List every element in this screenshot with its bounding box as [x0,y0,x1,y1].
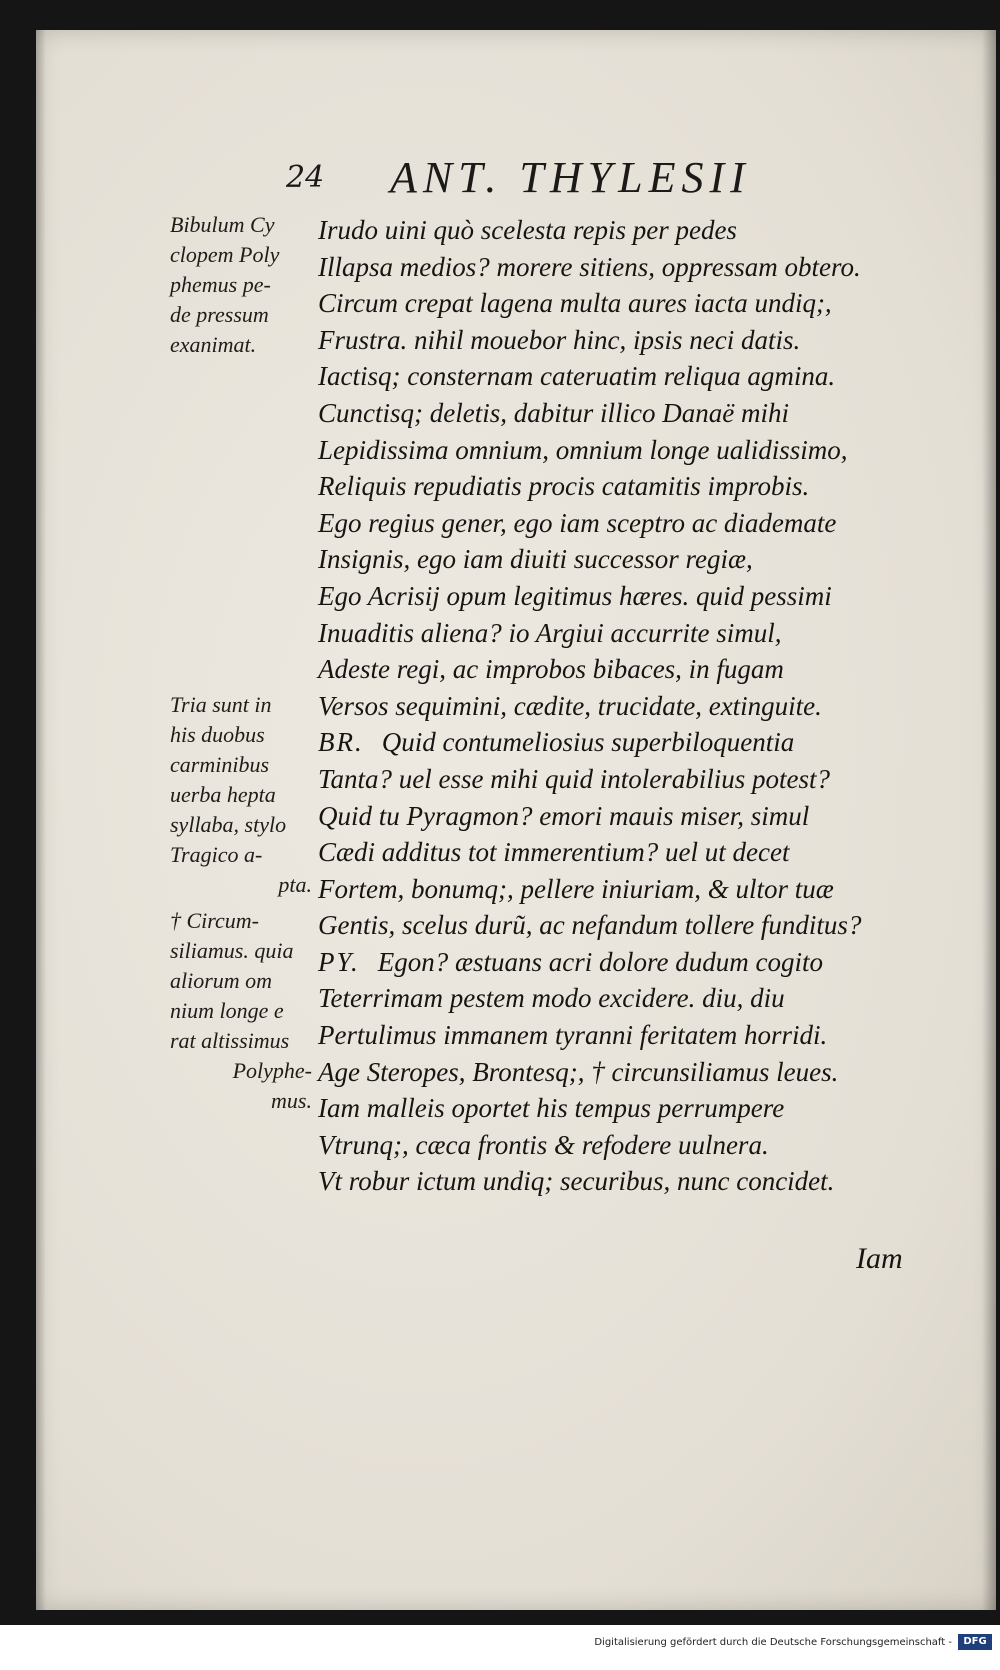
note-line: Tria sunt in [170,692,272,717]
note-line: exanimat. [170,332,257,357]
verse-text [318,212,938,1200]
note-line: nium longe e [170,998,284,1023]
verse-line: Ego Acrisij opum legitimus hæres. quid pessimi [318,580,832,611]
verse-line: Irudo uini quò scelesta repis per pedes [318,215,737,245]
speaker-label: PY. [318,946,360,977]
verse-line: Teterrimam pestem modo excidere. diu, diu [318,983,785,1014]
note-line: Polyphe- [232,1058,312,1083]
verse-line: Vt robur ictum undiq; securibus, nunc concidet. [318,1166,835,1197]
margin-note-3 [170,906,312,1116]
note-line: uerba hepta [170,782,276,807]
note-line: aliorum om [170,968,273,993]
verse-line: Lepidissima omnium, omnium longe ualidissimo, [318,434,848,465]
note-line: mus. [271,1088,312,1113]
verse-line: Ego regius gener, ego iam sceptro ac diademate [318,507,837,538]
verse-line: Iam malleis oportet his tempus perrumpere [318,1093,785,1124]
verse-line: Circum crepat lagena multa aures iacta undiq;, [318,288,832,319]
verse-line: Cunctisq; deletis, dabitur illico Danaë mihi [318,397,789,428]
verse-line: Gentis, scelus durũ, ac nefandum tollere funditus? [318,910,862,941]
note-line: pta. [278,872,312,897]
verse-line: Versos sequimini, cædite, trucidate, extinguite. [318,690,822,721]
verse-line: Inuaditis aliena? io Argiui accurrite simul, [318,617,782,648]
note-line: rat altissimus [170,1028,290,1053]
note-line: his duobus [170,722,265,747]
note-line: carminibus [170,752,269,777]
verse-line: PY. Egon? æstuans acri dolore dudum cogito [318,946,824,977]
speaker-label: BR. [318,727,364,758]
verse-line: Fortem, bonumq;, pellere iniuriam, & ultor tuæ [318,873,834,904]
verse-line: Age Steropes, Brontesq;, † circunsiliamus leues. [318,1056,839,1087]
verse-line: Cædi additus tot immerentium? uel ut decet [318,837,790,868]
note-line: de pressum [170,302,269,327]
note-line: phemus pe- [170,272,271,297]
note-line: syllaba, stylo [170,812,287,837]
verse-line: BR. Quid contumeliosius superbiloquentia [318,727,795,758]
verse-line: Frustra. nihil mouebor hinc, ipsis neci datis. [318,324,801,355]
margin-notes [170,210,312,1122]
verse-line: Tanta? uel esse mihi quid intolerabilius potest? [318,763,831,794]
verse-line: Iactisq; consternam cateruatim reliqua agmina. [318,361,836,392]
verse-line: Pertulimus immanem tyranni feritatem horridi. [318,1020,828,1051]
note-line: siliamus. quia [170,938,294,963]
running-head: ANT. THYLESII [390,153,751,202]
book-page [36,30,996,1610]
margin-note-1 [170,210,312,360]
funding-credit: Digitalisierung gefördert durch die Deutsche Forschungsgemeinschaft - [594,1637,952,1648]
note-line: clopem Poly [170,242,280,267]
note-line: Tragico a- [170,842,263,867]
verse-line: Vtrunq;, cæca frontis & refodere uulnera. [318,1129,769,1160]
verse-line: Insignis, ego iam diuiti successor regiæ, [318,544,753,575]
page-number: 24 [286,160,325,195]
verse-line: Illapsa medios? morere sitiens, oppressam obtero. [318,251,861,282]
verse-line: Adeste regi, ac improbos bibaces, in fugam [318,654,784,685]
note-line: † Circum- [170,908,260,933]
note-line: Bibulum Cy [170,212,275,237]
digitization-footer [0,1625,1000,1670]
dfg-logo-icon: DFG [958,1634,992,1650]
page-header [286,152,926,212]
verse-line: Reliquis repudiatis procis catamitis improbis. [318,471,810,502]
margin-note-2 [170,690,312,900]
catchword: Iam [856,1242,903,1275]
verse-line: Quid tu Pyragmon? emori mauis miser, simul [318,800,810,831]
